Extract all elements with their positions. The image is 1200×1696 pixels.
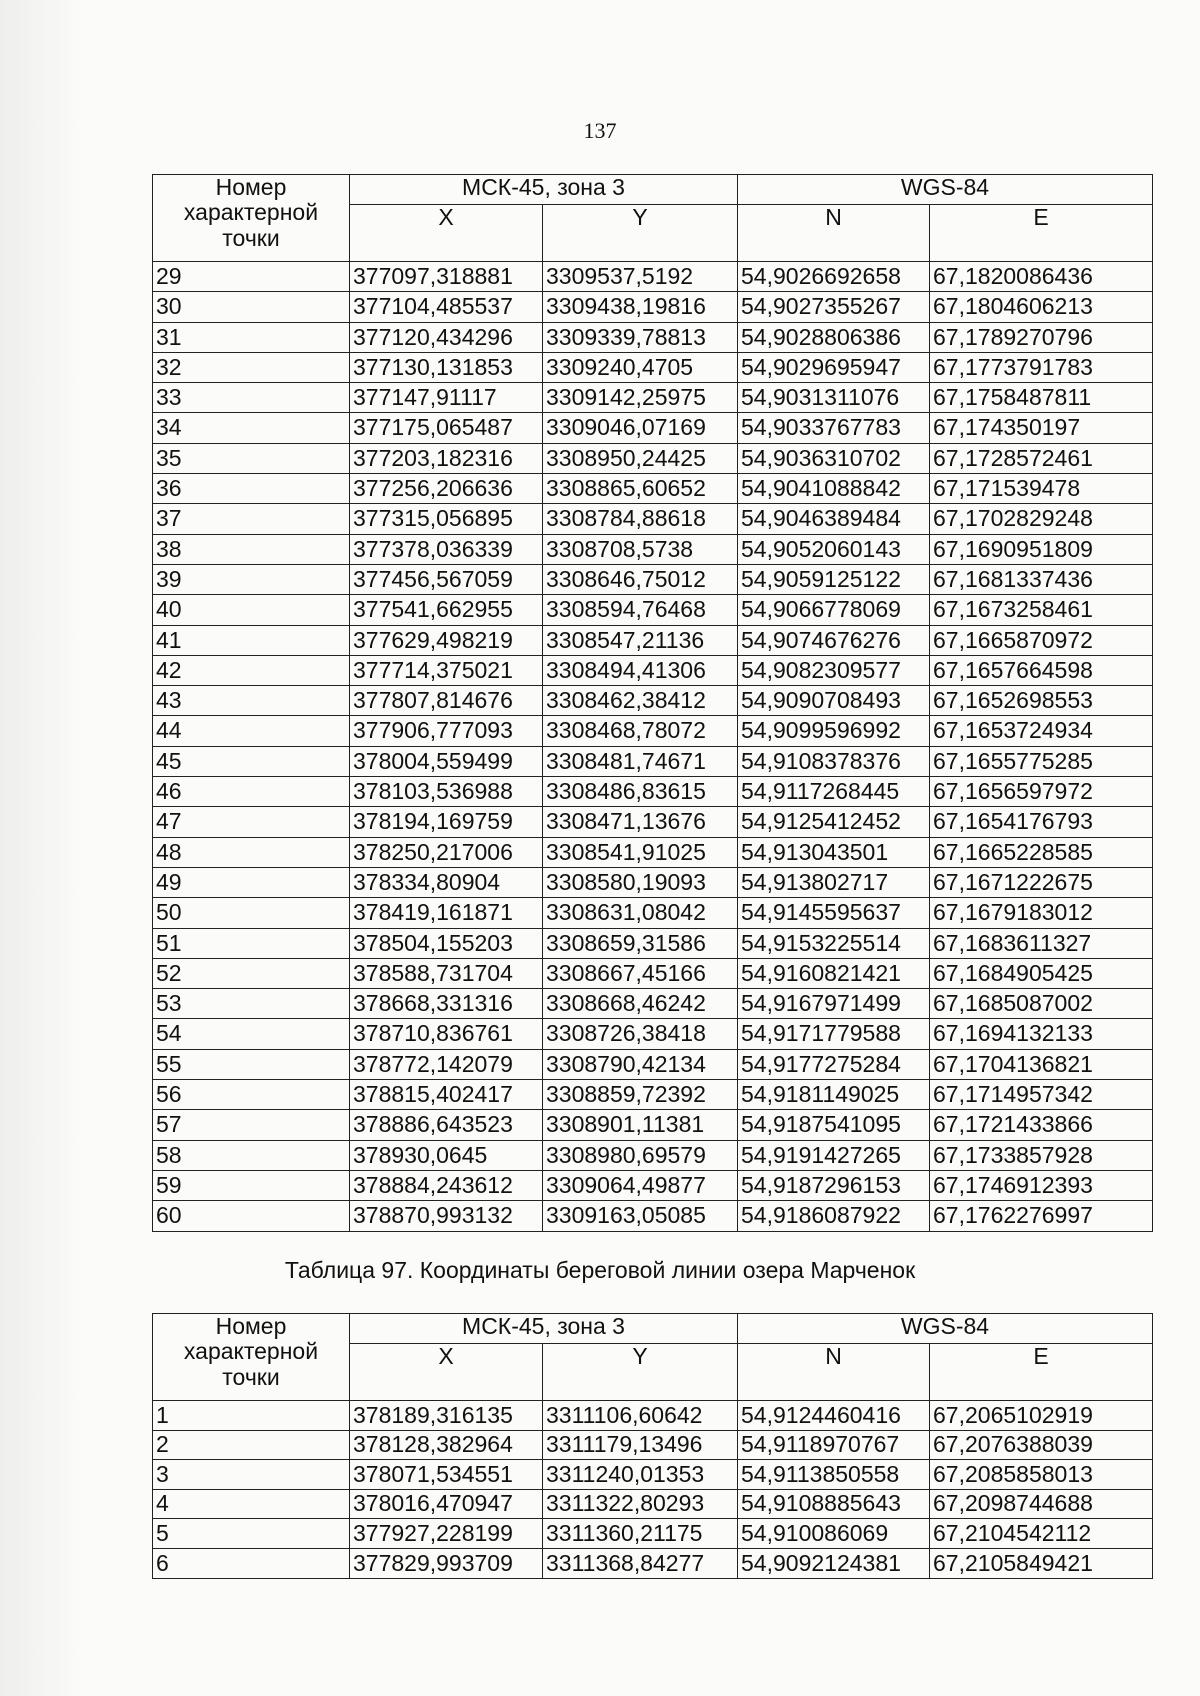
cell-n: 54,9108378376 bbox=[738, 746, 930, 776]
cell-e: 67,1652698553 bbox=[930, 686, 1153, 716]
header-point-number: Номер характерной точки bbox=[153, 175, 350, 262]
cell-y: 3308659,31586 bbox=[543, 928, 738, 958]
cell-y: 3308865,60652 bbox=[543, 474, 738, 504]
table-row bbox=[153, 564, 1153, 594]
cell-point: 41 bbox=[153, 625, 350, 655]
cell-x: 377541,662955 bbox=[350, 595, 543, 625]
table-row bbox=[153, 322, 1153, 352]
header-point-number: Номер характерной точки bbox=[153, 1314, 350, 1401]
cell-n: 54,9187541095 bbox=[738, 1110, 930, 1140]
table-row bbox=[153, 595, 1153, 625]
cell-n: 54,9028806386 bbox=[738, 322, 930, 352]
cell-n: 54,9029695947 bbox=[738, 352, 930, 382]
cell-x: 378194,169759 bbox=[350, 807, 543, 837]
cell-x: 378071,534551 bbox=[350, 1460, 543, 1490]
cell-y: 3308726,38418 bbox=[543, 1019, 738, 1049]
cell-y: 3309339,78813 bbox=[543, 322, 738, 352]
cell-n: 54,9036310702 bbox=[738, 443, 930, 473]
cell-e: 67,2104542112 bbox=[930, 1519, 1153, 1549]
cell-e: 67,1728572461 bbox=[930, 443, 1153, 473]
cell-point: 45 bbox=[153, 746, 350, 776]
cell-x: 377130,131853 bbox=[350, 352, 543, 382]
cell-point: 58 bbox=[153, 1140, 350, 1170]
cell-y: 3311360,21175 bbox=[543, 1519, 738, 1549]
cell-e: 67,1733857928 bbox=[930, 1140, 1153, 1170]
cell-n: 54,9059125122 bbox=[738, 564, 930, 594]
table-row bbox=[153, 383, 1153, 413]
cell-y: 3308541,91025 bbox=[543, 837, 738, 867]
table-row bbox=[153, 777, 1153, 807]
cell-e: 67,1762276997 bbox=[930, 1201, 1153, 1231]
cell-x: 378016,470947 bbox=[350, 1489, 543, 1519]
cell-n: 54,910086069 bbox=[738, 1519, 930, 1549]
cell-point: 42 bbox=[153, 655, 350, 685]
cell-x: 378189,316135 bbox=[350, 1401, 543, 1431]
cell-n: 54,9108885643 bbox=[738, 1489, 930, 1519]
cell-n: 54,9052060143 bbox=[738, 534, 930, 564]
cell-point: 54 bbox=[153, 1019, 350, 1049]
table-row bbox=[153, 413, 1153, 443]
cell-y: 3311106,60642 bbox=[543, 1401, 738, 1431]
cell-y: 3308468,78072 bbox=[543, 716, 738, 746]
cell-e: 67,1679183012 bbox=[930, 898, 1153, 928]
cell-e: 67,1673258461 bbox=[930, 595, 1153, 625]
cell-y: 3308486,83615 bbox=[543, 777, 738, 807]
cell-n: 54,9118970767 bbox=[738, 1430, 930, 1460]
cell-x: 378128,382964 bbox=[350, 1430, 543, 1460]
cell-y: 3308667,45166 bbox=[543, 958, 738, 988]
table-row bbox=[153, 625, 1153, 655]
table-row bbox=[153, 1019, 1153, 1049]
cell-y: 3308708,5738 bbox=[543, 534, 738, 564]
cell-y: 3308494,41306 bbox=[543, 655, 738, 685]
cell-y: 3308594,76468 bbox=[543, 595, 738, 625]
cell-point: 30 bbox=[153, 292, 350, 322]
cell-n: 54,9027355267 bbox=[738, 292, 930, 322]
cell-e: 67,1702829248 bbox=[930, 504, 1153, 534]
cell-x: 377147,91117 bbox=[350, 383, 543, 413]
cell-e: 67,1773791783 bbox=[930, 352, 1153, 382]
table-row bbox=[153, 716, 1153, 746]
table-row bbox=[153, 928, 1153, 958]
table-row bbox=[153, 1489, 1153, 1519]
cell-y: 3308462,38412 bbox=[543, 686, 738, 716]
table-row bbox=[153, 1460, 1153, 1490]
cell-e: 67,1665228585 bbox=[930, 837, 1153, 867]
cell-point: 36 bbox=[153, 474, 350, 504]
header-wgs: WGS-84 bbox=[738, 175, 1153, 205]
cell-x: 377175,065487 bbox=[350, 413, 543, 443]
cell-point: 35 bbox=[153, 443, 350, 473]
cell-point: 51 bbox=[153, 928, 350, 958]
table-row bbox=[153, 746, 1153, 776]
cell-x: 378250,217006 bbox=[350, 837, 543, 867]
cell-e: 67,1694132133 bbox=[930, 1019, 1153, 1049]
cell-y: 3308471,13676 bbox=[543, 807, 738, 837]
cell-e: 67,2098744688 bbox=[930, 1489, 1153, 1519]
table-row bbox=[153, 534, 1153, 564]
table-row bbox=[153, 1201, 1153, 1231]
cell-point: 46 bbox=[153, 777, 350, 807]
cell-point: 39 bbox=[153, 564, 350, 594]
cell-e: 67,1671222675 bbox=[930, 867, 1153, 897]
cell-point: 49 bbox=[153, 867, 350, 897]
cell-point: 59 bbox=[153, 1170, 350, 1200]
cell-y: 3311240,01353 bbox=[543, 1460, 738, 1490]
cell-e: 67,1804606213 bbox=[930, 292, 1153, 322]
cell-n: 54,9171779588 bbox=[738, 1019, 930, 1049]
table-row bbox=[153, 898, 1153, 928]
cell-e: 67,2065102919 bbox=[930, 1401, 1153, 1431]
cell-n: 54,9074676276 bbox=[738, 625, 930, 655]
cell-e: 67,1714957342 bbox=[930, 1080, 1153, 1110]
cell-point: 33 bbox=[153, 383, 350, 413]
table-row bbox=[153, 1170, 1153, 1200]
cell-e: 67,1684905425 bbox=[930, 958, 1153, 988]
cell-x: 377378,036339 bbox=[350, 534, 543, 564]
cell-y: 3308481,74671 bbox=[543, 746, 738, 776]
cell-point: 29 bbox=[153, 262, 350, 292]
cell-y: 3308950,24425 bbox=[543, 443, 738, 473]
cell-y: 3308859,72392 bbox=[543, 1080, 738, 1110]
cell-e: 67,1685087002 bbox=[930, 989, 1153, 1019]
header-x: X bbox=[350, 1344, 543, 1401]
cell-y: 3308784,88618 bbox=[543, 504, 738, 534]
cell-point: 47 bbox=[153, 807, 350, 837]
cell-e: 67,1683611327 bbox=[930, 928, 1153, 958]
cell-x: 377714,375021 bbox=[350, 655, 543, 685]
cell-y: 3308580,19093 bbox=[543, 867, 738, 897]
cell-y: 3311179,13496 bbox=[543, 1430, 738, 1460]
header-e: E bbox=[930, 205, 1153, 262]
cell-point: 43 bbox=[153, 686, 350, 716]
cell-n: 54,9092124381 bbox=[738, 1548, 930, 1578]
cell-x: 378504,155203 bbox=[350, 928, 543, 958]
cell-e: 67,1656597972 bbox=[930, 777, 1153, 807]
cell-point: 55 bbox=[153, 1049, 350, 1079]
table-row bbox=[153, 1080, 1153, 1110]
cell-point: 37 bbox=[153, 504, 350, 534]
table-row bbox=[153, 867, 1153, 897]
table-row bbox=[153, 474, 1153, 504]
cell-point: 48 bbox=[153, 837, 350, 867]
cell-x: 378668,331316 bbox=[350, 989, 543, 1019]
table-97-caption: Таблица 97. Координаты береговой линии озера Марченок bbox=[284, 1257, 916, 1283]
cell-n: 54,913802717 bbox=[738, 867, 930, 897]
cell-e: 67,1690951809 bbox=[930, 534, 1153, 564]
table-row bbox=[153, 1049, 1153, 1079]
header-msk: МСК-45, зона 3 bbox=[350, 175, 738, 205]
cell-n: 54,9181149025 bbox=[738, 1080, 930, 1110]
header-n: N bbox=[738, 1344, 930, 1401]
header-y: Y bbox=[543, 1344, 738, 1401]
cell-e: 67,1721433866 bbox=[930, 1110, 1153, 1140]
cell-e: 67,1655775285 bbox=[930, 746, 1153, 776]
cell-point: 31 bbox=[153, 322, 350, 352]
cell-n: 54,9026692658 bbox=[738, 262, 930, 292]
cell-n: 54,9160821421 bbox=[738, 958, 930, 988]
table-row bbox=[153, 262, 1153, 292]
cell-point: 50 bbox=[153, 898, 350, 928]
cell-n: 54,9186087922 bbox=[738, 1201, 930, 1231]
cell-n: 54,9046389484 bbox=[738, 504, 930, 534]
cell-e: 67,1657664598 bbox=[930, 655, 1153, 685]
cell-point: 6 bbox=[153, 1548, 350, 1578]
cell-e: 67,1758487811 bbox=[930, 383, 1153, 413]
cell-x: 378815,402417 bbox=[350, 1080, 543, 1110]
cell-x: 377104,485537 bbox=[350, 292, 543, 322]
cell-y: 3308668,46242 bbox=[543, 989, 738, 1019]
cell-n: 54,9099596992 bbox=[738, 716, 930, 746]
cell-y: 3309537,5192 bbox=[543, 262, 738, 292]
cell-e: 67,1820086436 bbox=[930, 262, 1153, 292]
cell-point: 4 bbox=[153, 1489, 350, 1519]
cell-x: 377829,993709 bbox=[350, 1548, 543, 1578]
cell-n: 54,9187296153 bbox=[738, 1170, 930, 1200]
table-row bbox=[153, 1548, 1153, 1578]
table-row bbox=[153, 1519, 1153, 1549]
coordinates-table-97 bbox=[152, 1313, 1153, 1579]
header-y: Y bbox=[543, 205, 738, 262]
cell-n: 54,9124460416 bbox=[738, 1401, 930, 1431]
cell-point: 34 bbox=[153, 413, 350, 443]
cell-y: 3309064,49877 bbox=[543, 1170, 738, 1200]
cell-n: 54,9066778069 bbox=[738, 595, 930, 625]
cell-y: 3309438,19816 bbox=[543, 292, 738, 322]
cell-y: 3308646,75012 bbox=[543, 564, 738, 594]
table-row bbox=[153, 807, 1153, 837]
table-row bbox=[153, 1401, 1153, 1431]
cell-x: 378588,731704 bbox=[350, 958, 543, 988]
table-row bbox=[153, 989, 1153, 1019]
header-e: E bbox=[930, 1344, 1153, 1401]
cell-y: 3308631,08042 bbox=[543, 898, 738, 928]
cell-x: 378772,142079 bbox=[350, 1049, 543, 1079]
cell-e: 67,174350197 bbox=[930, 413, 1153, 443]
cell-point: 53 bbox=[153, 989, 350, 1019]
cell-x: 378334,80904 bbox=[350, 867, 543, 897]
cell-point: 1 bbox=[153, 1401, 350, 1431]
cell-y: 3309163,05085 bbox=[543, 1201, 738, 1231]
cell-e: 67,1681337436 bbox=[930, 564, 1153, 594]
cell-point: 40 bbox=[153, 595, 350, 625]
cell-y: 3308790,42134 bbox=[543, 1049, 738, 1079]
header-msk: МСК-45, зона 3 bbox=[350, 1314, 738, 1344]
table-97-body bbox=[153, 1401, 1153, 1579]
cell-x: 377906,777093 bbox=[350, 716, 543, 746]
cell-e: 67,2085858013 bbox=[930, 1460, 1153, 1490]
cell-n: 54,9167971499 bbox=[738, 989, 930, 1019]
cell-x: 378419,161871 bbox=[350, 898, 543, 928]
cell-n: 54,9125412452 bbox=[738, 807, 930, 837]
table-row bbox=[153, 1110, 1153, 1140]
cell-x: 377927,228199 bbox=[350, 1519, 543, 1549]
table-row bbox=[153, 686, 1153, 716]
table-row bbox=[153, 443, 1153, 473]
cell-y: 3309142,25975 bbox=[543, 383, 738, 413]
cell-n: 54,9177275284 bbox=[738, 1049, 930, 1079]
cell-n: 54,9113850558 bbox=[738, 1460, 930, 1490]
cell-n: 54,9082309577 bbox=[738, 655, 930, 685]
cell-point: 38 bbox=[153, 534, 350, 564]
cell-x: 378884,243612 bbox=[350, 1170, 543, 1200]
cell-x: 377203,182316 bbox=[350, 443, 543, 473]
cell-x: 377629,498219 bbox=[350, 625, 543, 655]
table-row bbox=[153, 1140, 1153, 1170]
scan-shadow-edge bbox=[0, 0, 85, 1696]
cell-n: 54,9153225514 bbox=[738, 928, 930, 958]
cell-n: 54,9033767783 bbox=[738, 413, 930, 443]
cell-y: 3308547,21136 bbox=[543, 625, 738, 655]
cell-x: 378103,536988 bbox=[350, 777, 543, 807]
cell-point: 44 bbox=[153, 716, 350, 746]
cell-x: 378886,643523 bbox=[350, 1110, 543, 1140]
table-row bbox=[153, 504, 1153, 534]
cell-x: 377120,434296 bbox=[350, 322, 543, 352]
cell-x: 377456,567059 bbox=[350, 564, 543, 594]
table-row bbox=[153, 655, 1153, 685]
cell-x: 377256,206636 bbox=[350, 474, 543, 504]
cell-e: 67,1654176793 bbox=[930, 807, 1153, 837]
cell-x: 378930,0645 bbox=[350, 1140, 543, 1170]
cell-n: 54,9031311076 bbox=[738, 383, 930, 413]
cell-point: 2 bbox=[153, 1430, 350, 1460]
cell-x: 377097,318881 bbox=[350, 262, 543, 292]
cell-e: 67,1653724934 bbox=[930, 716, 1153, 746]
cell-n: 54,9041088842 bbox=[738, 474, 930, 504]
cell-x: 378870,993132 bbox=[350, 1201, 543, 1231]
cell-n: 54,9117268445 bbox=[738, 777, 930, 807]
cell-e: 67,1746912393 bbox=[930, 1170, 1153, 1200]
cell-y: 3311368,84277 bbox=[543, 1548, 738, 1578]
header-wgs: WGS-84 bbox=[738, 1314, 1153, 1344]
cell-point: 52 bbox=[153, 958, 350, 988]
cell-y: 3309046,07169 bbox=[543, 413, 738, 443]
cell-point: 32 bbox=[153, 352, 350, 382]
cell-y: 3308901,11381 bbox=[543, 1110, 738, 1140]
cell-x: 378004,559499 bbox=[350, 746, 543, 776]
table-row bbox=[153, 837, 1153, 867]
cell-e: 67,1665870972 bbox=[930, 625, 1153, 655]
cell-point: 3 bbox=[153, 1460, 350, 1490]
cell-n: 54,9191427265 bbox=[738, 1140, 930, 1170]
cell-y: 3308980,69579 bbox=[543, 1140, 738, 1170]
cell-y: 3311322,80293 bbox=[543, 1489, 738, 1519]
cell-y: 3309240,4705 bbox=[543, 352, 738, 382]
cell-x: 377315,056895 bbox=[350, 504, 543, 534]
cell-e: 67,1704136821 bbox=[930, 1049, 1153, 1079]
page-number: 137 bbox=[583, 118, 617, 143]
table-row bbox=[153, 1430, 1153, 1460]
table-96-body bbox=[153, 262, 1153, 1232]
cell-e: 67,2105849421 bbox=[930, 1548, 1153, 1578]
cell-point: 57 bbox=[153, 1110, 350, 1140]
coordinates-table-96 bbox=[152, 174, 1153, 1232]
cell-e: 67,171539478 bbox=[930, 474, 1153, 504]
cell-e: 67,1789270796 bbox=[930, 322, 1153, 352]
table-row bbox=[153, 958, 1153, 988]
header-n: N bbox=[738, 205, 930, 262]
cell-point: 56 bbox=[153, 1080, 350, 1110]
cell-x: 378710,836761 bbox=[350, 1019, 543, 1049]
header-x: X bbox=[350, 205, 543, 262]
cell-x: 377807,814676 bbox=[350, 686, 543, 716]
table-row bbox=[153, 292, 1153, 322]
cell-n: 54,9145595637 bbox=[738, 898, 930, 928]
cell-e: 67,2076388039 bbox=[930, 1430, 1153, 1460]
cell-point: 5 bbox=[153, 1519, 350, 1549]
cell-n: 54,913043501 bbox=[738, 837, 930, 867]
table-row bbox=[153, 352, 1153, 382]
cell-n: 54,9090708493 bbox=[738, 686, 930, 716]
cell-point: 60 bbox=[153, 1201, 350, 1231]
